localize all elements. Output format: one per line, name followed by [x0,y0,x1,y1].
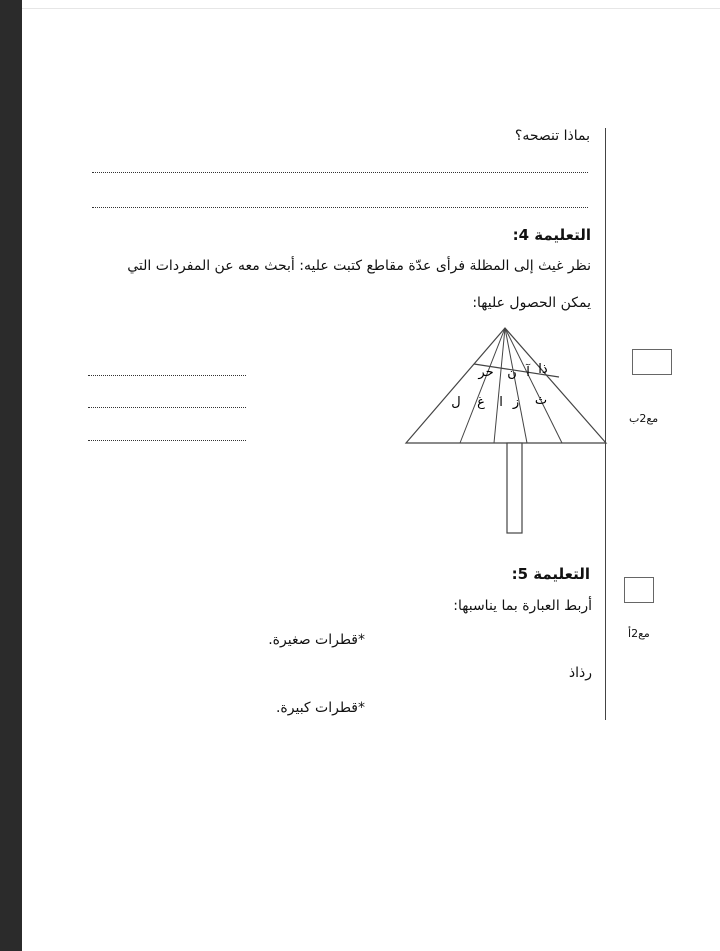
umbrella-syllable: ا [499,395,503,410]
instruction5-title: التعليمة 5: [511,565,590,583]
umbrella-syllable: ن [507,366,517,381]
instruction4-line1: نظر غيث إلى المظلة فرأى عدّة مقاطع كتبت عليه: أبحث معه عن المفردات التي [127,258,591,274]
umbrella-syllable: ز [512,395,520,410]
match-word: رذاذ [568,665,592,681]
criterion-code-b: مع2ب [629,412,659,425]
umbrella-syllable: ث [534,393,548,408]
match-option-large-drops: *قطرات كبيرة. [275,700,365,716]
match-option-small-drops: *قطرات صغيرة. [268,632,365,648]
umbrella-syllable: حر [478,365,494,380]
instruction4-line2: يمكن الحصول عليها: [472,295,591,311]
advice-question: بماذا تنصحه؟ [514,128,590,144]
umbrella-syllable: آ [526,365,530,380]
instruction4-title: التعليمة 4: [512,226,591,244]
umbrella-syllable: ل [451,395,461,410]
grade-box-b[interactable] [632,349,672,375]
umbrella-handle [507,443,522,533]
umbrella-canopy [406,328,606,443]
umbrella-syllable: ذا [538,362,548,377]
grade-box-a[interactable] [624,577,654,603]
umbrella-syllable: غ [477,395,485,410]
instruction5-prompt: أربط العبارة بما يناسبها: [453,598,592,614]
criterion-code-a: مع2أ [628,627,650,640]
